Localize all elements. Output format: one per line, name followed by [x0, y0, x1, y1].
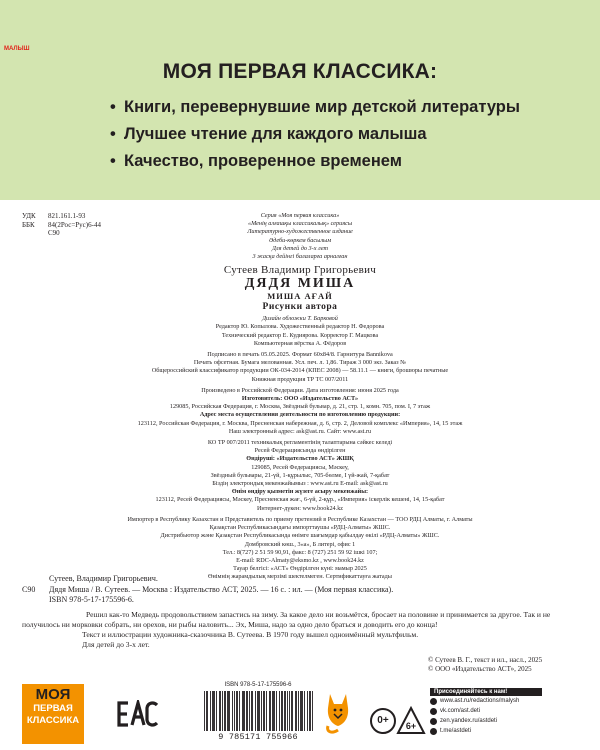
cip-title: Дядя Миша / В. Сутеев. — Москва : Издательство АСТ, 2025. — 16 с. : ил. — (Моя первая классика).	[49, 584, 394, 594]
barcode-bar	[304, 691, 305, 731]
barcode-bar	[310, 691, 311, 731]
barcode-bar	[295, 691, 296, 731]
kz-made-line: Ресей Федерациясында өндірілген	[254, 447, 346, 455]
logo-line: МОЯ	[35, 686, 71, 703]
social-link[interactable]	[430, 717, 588, 726]
social-link-text: www.ast.ru/redactions/malysh	[440, 698, 520, 704]
barcode-bar	[234, 691, 235, 731]
age-line-kz: 3 жасқа дейінгі балаларға арналған	[252, 253, 348, 261]
barcode-bar	[206, 691, 207, 731]
barcode-bar	[228, 691, 229, 731]
author-name: Сутеев Владимир Григорьевич	[223, 264, 377, 277]
social-links	[430, 688, 588, 744]
bbk-label: ББК	[22, 220, 35, 229]
logo-line: ПЕРВАЯ	[33, 703, 73, 714]
distributor-line: Дистрибьютор және Қазақстан Республикасында өнімге шағымдар қабылдау өкілі «РДЦ-Алматы» ЖШС.	[160, 532, 440, 540]
annotation-paragraph: Для детей до 3-х лет.	[82, 639, 150, 649]
banner-title: МОЯ ПЕРВАЯ КЛАССИКА:	[162, 60, 438, 83]
barcode-bar	[249, 691, 250, 731]
genre-line-kz: Әдеби-көркем басылым	[268, 236, 332, 244]
barcode-bar	[279, 691, 280, 731]
banner-item: • Лучшее чтение для каждого малыша	[110, 121, 600, 148]
cip-isbn: ISBN 978-5-17-175596-6.	[49, 595, 134, 604]
editors-line: Редактор Ю. Копылова. Художественный редактор Н. Федорова	[215, 323, 385, 331]
barcode-bar	[225, 691, 226, 731]
barcode-bar	[302, 691, 303, 731]
importer-line-kz: Қазақстан Республикасындағы импорттаушы «РДЦ-Алматы» ЖШС.	[209, 524, 391, 532]
series-banner	[0, 0, 600, 200]
okp-line: Общероссийский классификатор продукции ОК-034-2014 (КПЕС 2008) — 58.11.1 — книги, брошюры печатные	[151, 367, 449, 375]
barcode-bar	[291, 691, 292, 731]
shelf-life-line: Өнімнің жарамдылық мерзімі шектелмеген. Сертификаттауға жатады	[208, 573, 392, 581]
annotation	[22, 610, 582, 650]
vk-icon	[430, 708, 437, 715]
banner-item: • Качество, проверенное временем	[110, 148, 600, 175]
barcode-bar	[246, 691, 247, 731]
barcode-bar	[216, 691, 217, 731]
barcode-bar	[272, 691, 273, 731]
layout-line: Компьютерная вёрстка А. Фёдоров	[253, 339, 347, 347]
barcode-bar	[285, 691, 286, 731]
barcode-bar	[298, 691, 299, 731]
barcode-bar	[257, 691, 258, 731]
barcode-bar	[255, 691, 256, 731]
social-link[interactable]	[430, 707, 588, 716]
barcode-bar	[282, 691, 283, 731]
barcode-bar	[232, 691, 233, 731]
barcode-bar	[266, 691, 267, 731]
social-link[interactable]	[430, 697, 588, 706]
barcode-bar	[258, 691, 259, 731]
barcode-bar	[207, 691, 208, 731]
barcode-bar	[252, 691, 253, 731]
print-line: Печать офсетная. Бумага мелованная. Усл. печ. л. 1,86. Тираж 3 000 экз. Заказ №	[193, 359, 407, 367]
barcode-bar	[274, 691, 275, 731]
contact-line: Наш электронный адрес: ask@ast.ru. Сайт: www.ast.ru	[228, 427, 372, 435]
eac-mark-icon	[116, 700, 160, 728]
imprint-block	[40, 212, 560, 582]
publisher-logo-text: МАЛЫШ	[4, 46, 30, 52]
barcode-bar	[281, 691, 282, 731]
barcode-bar	[204, 691, 205, 731]
phone-line: Тел.: 8(727) 2 51 59 90,91, факс: 8 (727) 251 59 92 ішкі 107;	[222, 548, 378, 556]
barcode-bar	[210, 691, 211, 731]
kz-contact-line: Біздің электрондық мекенжайымыз : www.ast.ru E-mail: ask@ast.ru	[212, 480, 388, 488]
barcode-bar	[237, 691, 238, 731]
barcode-bar	[287, 691, 288, 731]
illustrations-line: Рисунки автора	[262, 302, 338, 313]
barcode-bar	[239, 691, 240, 731]
tr-line: Книжная продукция ТР ТС 007/2011	[251, 375, 349, 383]
series-line-kz: «Менің алғашқы классикалық» сериясы	[247, 220, 353, 228]
barcode-bar	[251, 691, 252, 731]
series-line: Серия «Моя первая классика»	[260, 212, 340, 219]
author-mark: С90	[48, 229, 60, 237]
distributor-address: Домбровский көш., 3«а», Б литері, офис 1	[244, 540, 356, 548]
barcode-bar	[307, 691, 308, 731]
barcode-bars-icon	[204, 691, 314, 731]
telegram-icon	[430, 728, 437, 735]
barcode-bar	[273, 691, 274, 731]
trademark-line: Тауар белгісі: «АСТ» Өндірілген күні: мамыр 2025	[233, 565, 367, 573]
book-title: ДЯДЯ МИША	[244, 276, 356, 292]
globe-icon	[430, 698, 437, 705]
barcode-bar	[236, 691, 237, 731]
author-mark-code: С90	[22, 585, 36, 594]
barcode-bar	[312, 691, 313, 731]
genre-line: Литературно-художественное издание	[247, 228, 353, 236]
banner-item: • Книги, перевернувшие мир детской литературы	[110, 94, 600, 121]
barcode-bar	[276, 691, 277, 731]
barcode-bar	[292, 691, 293, 731]
banner-list	[110, 94, 600, 175]
kz-place-heading: Өнім өндіру қызметін жүзеге асыру мекенжайы:	[231, 488, 369, 496]
barcode-bar	[227, 691, 228, 731]
cover-design-line: Дизайн обложки Т. Барковой	[262, 315, 338, 323]
maker-address: 129085, Российская Федерация, г. Москва, Звёздный бульвар, д. 21, стр. 1, комн. 705, пом. I, 7 этаж	[169, 403, 431, 411]
barcode-bar	[212, 691, 213, 731]
kz-maker-address: 129085, Ресей Федерациясы, Мәскеу,	[251, 463, 349, 471]
kz-shop-line: Интернет-дүкен: www.book24.kz	[256, 504, 344, 512]
book-title-kz: МИША АҒАЙ	[267, 291, 333, 302]
barcode-bar	[301, 691, 302, 731]
maker-heading: Изготовитель: ООО «Издательство АСТ»	[241, 395, 359, 403]
place-address: 123112, Российская Федерация, г. Москва, Пресненская набережная, д. 6, стр. 2, Деловой комплекс «Империя», 14, 15 этаж	[137, 419, 463, 427]
age-rating-badge: 0+	[370, 708, 396, 734]
social-link-text: vk.com/ast.deti	[440, 708, 481, 714]
barcode-bar	[222, 691, 223, 731]
series-logo	[22, 684, 84, 744]
annotation-paragraph: Решил как-то Медведь продовольствием запастись на зиму. За какое дело ни возьмётся, бросает на половине и принимается за другое. Так и не получилось ни морковки собрать, ни орехов, ни рыбы наловить... Эх, Миша, надо за одно дело браться и доводить его до конца!	[22, 609, 551, 629]
fox-logo-icon	[322, 690, 354, 744]
barcode-bar	[309, 691, 310, 731]
barcode-bar	[213, 691, 214, 731]
barcode-bar	[214, 691, 215, 731]
barcode-bar	[224, 691, 225, 731]
annotation-paragraph: Текст и иллюстрации художника-сказочника В. Сутеева. В 1970 году вышел одноимённый мультфильм.	[82, 629, 419, 639]
barcode-bar	[220, 691, 221, 731]
barcode-bar	[289, 691, 290, 731]
barcode-bar	[259, 691, 260, 731]
barcode-bar	[242, 691, 243, 731]
kz-maker-address-2: Звёздный бульвары, 21-үй, 1-құрылыс, 705-бөлме, I үй-жай, 7-қабат	[210, 471, 390, 479]
barcode-bar	[244, 691, 245, 731]
distributor-email: E-mail: RDC-Almaty@eksmo.kz , www.book24.kz	[236, 556, 364, 564]
copyright-block	[428, 656, 542, 674]
cip-author: Сутеев, Владимир Григорьевич.	[49, 574, 158, 583]
tech-editor-line: Технический редактор Е. Кудиярова. Корректор Г. Мацкова	[221, 331, 379, 339]
social-link-text: zen.yandex.ru/astdeti	[440, 718, 498, 724]
social-heading: Присоединяйтесь к нам!	[430, 688, 542, 696]
kz-tr-line: КО ТР 007/2011 техникалық регламентінің талаптарына сәйкес келеді	[207, 439, 393, 447]
place-heading: Адрес места осуществления деятельности по изготовлению продукции:	[199, 411, 401, 419]
barcode-bar	[296, 691, 297, 731]
isbn-barcode	[198, 682, 318, 744]
barcode-bar	[269, 691, 270, 731]
barcode-bar	[263, 691, 264, 731]
copyright-line: © ООО «Издательство АСТ», 2025	[428, 665, 532, 673]
catalog-record	[22, 574, 582, 650]
barcode-bar	[219, 691, 220, 731]
barcode-isbn-text: ISBN 978-5-17-175596-6	[224, 682, 292, 688]
barcode-bar	[284, 691, 285, 731]
age-recommendation-text: 6+	[405, 721, 417, 731]
kz-place-address: 123112, Ресей Федерациясы, Мәскеу, Пресненская жағ., 6-үй, 2-құр., «Империя» іскерлік кешені, 14, 15-қабат	[155, 496, 445, 504]
barcode-bar	[243, 691, 244, 731]
udk-label: УДК	[22, 212, 36, 220]
signed-line: Подписано в печать 05.05.2025. Формат 60x84/8. Гарнитура Bannikova	[207, 351, 393, 359]
bbk-value: 84(2Рос=Рус)6-44	[48, 220, 101, 229]
barcode-bar	[300, 691, 301, 731]
barcode-bar	[247, 691, 248, 731]
zen-icon	[430, 718, 437, 725]
social-link-text: t.me/astdeti	[440, 728, 472, 734]
barcode-bar	[261, 691, 262, 731]
age-line: Для детей до 3-х лет	[272, 244, 328, 252]
kz-maker-heading: Өндіруші: «Издательство АСТ» ЖШҚ	[246, 455, 354, 463]
barcode-number: 9 785171 755966	[218, 732, 298, 742]
udk-value: 821.161.1-93	[48, 212, 86, 220]
barcode-bar	[229, 691, 230, 731]
social-link[interactable]	[430, 727, 588, 736]
logo-line: КЛАССИКА	[26, 715, 80, 726]
made-line: Произведено в Российской Федерации. Дата изготовления: июня 2025 года	[201, 386, 399, 394]
barcode-bar	[264, 691, 265, 731]
barcode-bar	[270, 691, 271, 731]
age-recommendation-icon	[396, 706, 426, 736]
importer-line: Импортер в Республику Казахстан и Представитель по приему претензий в Республике Казахстан — ТОО РДЦ Алматы, г. Алматы	[127, 515, 473, 523]
copyright-line: © Сутеев В. Г., текст и ил., насл., 2025	[428, 656, 543, 664]
